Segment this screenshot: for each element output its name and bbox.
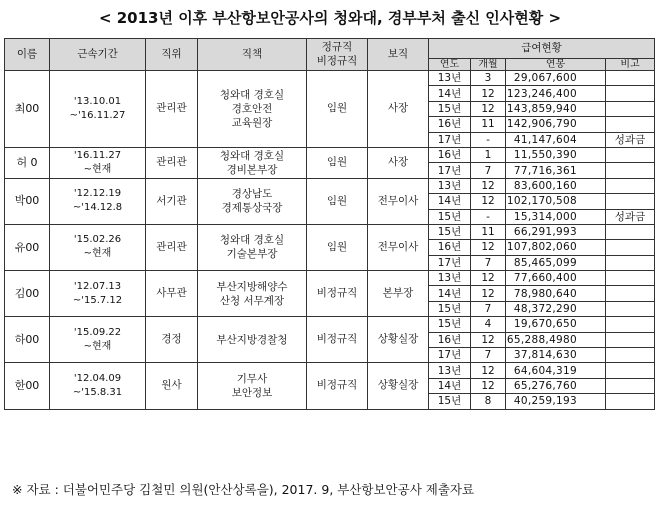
pay-months: 12	[471, 286, 506, 301]
source-note: ※ 자료 : 더불어민주당 김철민 의원(안산상록을), 2017. 9, 부산항보안공사 제출자료	[12, 482, 475, 497]
header-position: 보직	[368, 39, 429, 71]
pay-year: 16년	[429, 240, 471, 255]
personnel-table	[4, 38, 655, 410]
service-period: '12.07.13 ~'15.7.12	[50, 271, 146, 317]
pay-year: 17년	[429, 132, 471, 147]
service-period: '15.02.26 ~현재	[50, 224, 146, 270]
pay-months: 7	[471, 348, 506, 363]
service-period: '12.04.09 ~'15.8.31	[50, 363, 146, 409]
employment-type: 임원	[307, 224, 368, 270]
person-rank: 서기관	[146, 178, 198, 224]
pay-amount: 142,906,790	[506, 117, 606, 132]
pay-months: 12	[471, 271, 506, 286]
header-period: 근속기간	[50, 39, 146, 71]
pay-amount: 143,859,940	[506, 101, 606, 116]
pay-months: 7	[471, 255, 506, 270]
person-name: 한00	[5, 363, 50, 409]
pay-year: 16년	[429, 117, 471, 132]
pay-months: 12	[471, 363, 506, 378]
person-position: 본부장	[368, 271, 429, 317]
pay-year: 17년	[429, 255, 471, 270]
pay-note	[606, 378, 655, 393]
pay-note	[606, 240, 655, 255]
pay-note	[606, 71, 655, 86]
pay-note	[606, 147, 655, 162]
pay-note	[606, 224, 655, 239]
header-employment: 정규직 비정규직	[307, 39, 368, 71]
pay-amount: 40,259,193	[506, 394, 606, 409]
pay-note	[606, 271, 655, 286]
pay-note	[606, 394, 655, 409]
header-months: 개월	[471, 59, 506, 71]
pay-months: 12	[471, 194, 506, 209]
pay-note	[606, 363, 655, 378]
pay-year: 14년	[429, 286, 471, 301]
person-position: 전무이사	[368, 224, 429, 270]
employment-type: 임원	[307, 71, 368, 148]
person-name: 허 0	[5, 147, 50, 178]
pay-year: 15년	[429, 101, 471, 116]
employment-type: 임원	[307, 147, 368, 178]
pay-months: 8	[471, 394, 506, 409]
pay-amount: 48,372,290	[506, 301, 606, 316]
person-position: 사장	[368, 147, 429, 178]
person-name: 유00	[5, 224, 50, 270]
person-rank: 사무관	[146, 271, 198, 317]
pay-months: 4	[471, 317, 506, 332]
person-duty: 기무사 보안정보	[198, 363, 307, 409]
pay-amount: 19,670,650	[506, 317, 606, 332]
service-period: '16.11.27 ~현재	[50, 147, 146, 178]
pay-amount: 65,276,760	[506, 378, 606, 393]
header-amount: 연봉	[506, 59, 606, 71]
pay-year: 15년	[429, 301, 471, 316]
header-year: 연도	[429, 59, 471, 71]
pay-year: 13년	[429, 71, 471, 86]
pay-year: 14년	[429, 86, 471, 101]
pay-year: 17년	[429, 163, 471, 178]
person-name: 박00	[5, 178, 50, 224]
pay-note: 성과금	[606, 132, 655, 147]
table-row	[5, 178, 655, 193]
header-salary: 급여현황	[429, 39, 655, 59]
person-position: 사장	[368, 71, 429, 148]
pay-year: 15년	[429, 224, 471, 239]
pay-year: 15년	[429, 317, 471, 332]
person-duty: 청와대 경호실 경비본부장	[198, 147, 307, 178]
pay-months: 12	[471, 86, 506, 101]
pay-amount: 15,314,000	[506, 209, 606, 224]
pay-amount: 77,660,400	[506, 271, 606, 286]
pay-months: 12	[471, 378, 506, 393]
pay-amount: 29,067,600	[506, 71, 606, 86]
pay-note	[606, 101, 655, 116]
person-rank: 관리관	[146, 224, 198, 270]
pay-note: 성과금	[606, 209, 655, 224]
pay-amount: 66,291,993	[506, 224, 606, 239]
person-position: 전무이사	[368, 178, 429, 224]
employment-type: 비정규직	[307, 317, 368, 363]
pay-year: 15년	[429, 394, 471, 409]
person-rank: 관리관	[146, 71, 198, 148]
pay-months: 12	[471, 178, 506, 193]
table-row	[5, 224, 655, 239]
person-position: 상황실장	[368, 363, 429, 409]
pay-months: 7	[471, 301, 506, 316]
pay-months: 7	[471, 163, 506, 178]
person-name: 하00	[5, 317, 50, 363]
pay-amount: 102,170,508	[506, 194, 606, 209]
header-duty: 직책	[198, 39, 307, 71]
pay-year: 13년	[429, 363, 471, 378]
pay-months: 12	[471, 240, 506, 255]
pay-months: 3	[471, 71, 506, 86]
pay-note	[606, 317, 655, 332]
person-duty: 부산지방해양수 산청 서무계장	[198, 271, 307, 317]
person-duty: 청와대 경호실 경호안전 교육원장	[198, 71, 307, 148]
pay-months: -	[471, 209, 506, 224]
pay-amount: 123,246,400	[506, 86, 606, 101]
header-note: 비고	[606, 59, 655, 71]
pay-amount: 107,802,060	[506, 240, 606, 255]
pay-note	[606, 286, 655, 301]
pay-note	[606, 348, 655, 363]
pay-amount: 77,716,361	[506, 163, 606, 178]
pay-note	[606, 332, 655, 347]
person-name: 최00	[5, 71, 50, 148]
pay-year: 15년	[429, 209, 471, 224]
pay-months: 11	[471, 117, 506, 132]
table-row	[5, 71, 655, 86]
pay-amount: 65,288,4980	[506, 332, 606, 347]
pay-note	[606, 255, 655, 270]
pay-note	[606, 117, 655, 132]
table-row	[5, 317, 655, 332]
pay-amount: 37,814,630	[506, 348, 606, 363]
table-body	[5, 71, 655, 410]
pay-months: 1	[471, 147, 506, 162]
person-duty: 경상남도 경제통상국장	[198, 178, 307, 224]
person-duty: 부산지방경찰청	[198, 317, 307, 363]
table-row	[5, 147, 655, 162]
pay-amount: 83,600,160	[506, 178, 606, 193]
pay-months: -	[471, 132, 506, 147]
pay-note	[606, 86, 655, 101]
pay-amount: 11,550,390	[506, 147, 606, 162]
pay-amount: 64,604,319	[506, 363, 606, 378]
pay-year: 16년	[429, 332, 471, 347]
person-name: 김00	[5, 271, 50, 317]
person-rank: 경정	[146, 317, 198, 363]
pay-months: 12	[471, 332, 506, 347]
pay-note	[606, 301, 655, 316]
service-period: '13.10.01 ~'16.11.27	[50, 71, 146, 148]
pay-year: 13년	[429, 271, 471, 286]
person-rank: 관리관	[146, 147, 198, 178]
person-rank: 원사	[146, 363, 198, 409]
pay-amount: 41,147,604	[506, 132, 606, 147]
pay-months: 11	[471, 224, 506, 239]
table-row	[5, 363, 655, 378]
pay-months: 12	[471, 101, 506, 116]
pay-note	[606, 194, 655, 209]
service-period: '12.12.19 ~'14.12.8	[50, 178, 146, 224]
pay-amount: 78,980,640	[506, 286, 606, 301]
table-row	[5, 271, 655, 286]
service-period: '15.09.22 ~현재	[50, 317, 146, 363]
page-title: < 2013년 이후 부산항보안공사의 청와대, 경부부처 출신 인사현황 >	[98, 9, 562, 27]
employment-type: 임원	[307, 178, 368, 224]
pay-amount: 85,465,099	[506, 255, 606, 270]
person-duty: 청와대 경호실 기술본부장	[198, 224, 307, 270]
pay-year: 14년	[429, 378, 471, 393]
employment-type: 비정규직	[307, 271, 368, 317]
pay-year: 14년	[429, 194, 471, 209]
pay-year: 17년	[429, 348, 471, 363]
pay-note	[606, 178, 655, 193]
pay-year: 16년	[429, 147, 471, 162]
header-rank: 직위	[146, 39, 198, 71]
pay-year: 13년	[429, 178, 471, 193]
pay-note	[606, 163, 655, 178]
person-position: 상황실장	[368, 317, 429, 363]
employment-type: 비정규직	[307, 363, 368, 409]
header-name: 이름	[5, 39, 50, 71]
